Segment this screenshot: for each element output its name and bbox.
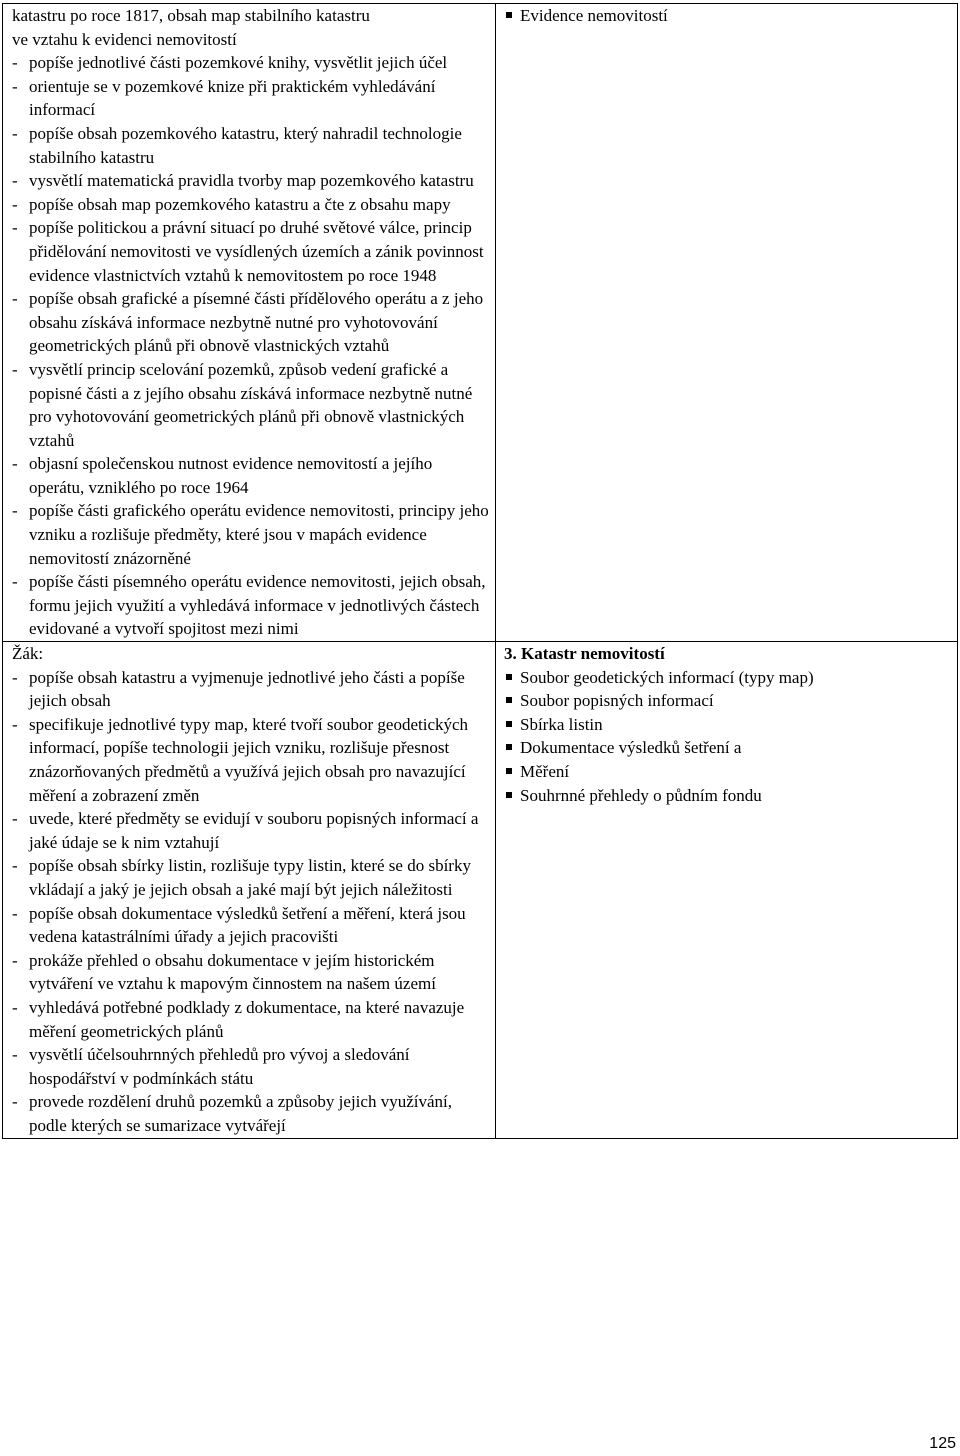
list-item bbox=[504, 689, 953, 713]
list-item bbox=[12, 949, 491, 996]
list-item bbox=[504, 713, 953, 737]
list-item-text: Dokumentace výsledků šetření a bbox=[520, 738, 742, 758]
dash-bullet: - bbox=[12, 667, 18, 687]
list-item-text: vysvětlí účelsouhrnných přehledů pro vývoj a sledování hospodářství v podmínkách státu bbox=[29, 1045, 410, 1088]
page-number: 125 bbox=[929, 1435, 956, 1452]
outcomes-cell-top bbox=[3, 4, 496, 642]
list-item-text: popíše obsah dokumentace výsledků šetření a měření, která jsou vedena katastrálními úřady a jejich pracovišti bbox=[29, 903, 466, 947]
list-item bbox=[12, 666, 491, 713]
list-item-text: popíše obsah map pozemkového katastru a čte z obsahu mapy bbox=[29, 194, 451, 214]
list-item-text: Evidence nemovitostí bbox=[520, 6, 668, 25]
dash-bullet: - bbox=[12, 194, 18, 214]
list-item bbox=[12, 122, 491, 169]
square-bullet-icon bbox=[504, 4, 520, 28]
list-item-text: Souhrnné přehledy o půdním fondu bbox=[520, 785, 762, 805]
dash-bullet: - bbox=[12, 454, 18, 474]
list-item bbox=[12, 713, 491, 807]
dash-bullet: - bbox=[12, 53, 18, 73]
dash-bullet: - bbox=[12, 572, 18, 592]
list-item bbox=[12, 996, 491, 1043]
list-item bbox=[12, 1090, 491, 1137]
list-item-text: popíše politickou a právní situací po druhé světové válce, princip přidělování nemovitosti ve vysídlených územích a zánik povinnost evidence vlastnictvích vztahů k nemovitostem po roce 1948 bbox=[29, 218, 484, 285]
dash-bullet: - bbox=[12, 809, 18, 829]
list-item bbox=[504, 4, 953, 28]
list-item-text: provede rozdělení druhů pozemků a způsoby jejich využívání, podle kterých se sumarizace vytvářejí bbox=[29, 1092, 452, 1135]
curriculum-table bbox=[2, 3, 958, 1139]
continued-text-line: katastru po roce 1817, obsah map stabilního katastru bbox=[12, 6, 370, 25]
dash-bullet: - bbox=[12, 359, 18, 379]
square-bullet-icon bbox=[504, 689, 520, 713]
list-item-text: popíše obsah pozemkového katastru, který nahradil technologie stabilního katastru bbox=[29, 123, 462, 167]
dash-bullet: - bbox=[12, 289, 18, 309]
square-bullet-icon bbox=[504, 666, 520, 690]
list-item bbox=[12, 452, 491, 499]
dash-bullet: - bbox=[12, 950, 18, 970]
dash-bullet: - bbox=[12, 903, 18, 923]
outcomes-cell-bottom bbox=[3, 642, 496, 1138]
list-item bbox=[12, 854, 491, 901]
list-item bbox=[12, 75, 491, 122]
list-item bbox=[12, 499, 491, 570]
list-item-text: popíše obsah katastru a vyjmenuje jednotlivé jeho části a popíše jejich obsah bbox=[29, 667, 465, 711]
list-item-text: vysvětlí matematická pravidla tvorby map pozemkového katastru bbox=[29, 171, 474, 191]
list-item bbox=[12, 570, 491, 641]
dash-bullet: - bbox=[12, 997, 18, 1017]
list-item-text: Sbírka listin bbox=[520, 714, 603, 734]
dash-bullet: - bbox=[12, 1045, 18, 1065]
list-item-text: popíše obsah grafické a písemné části přídělového operátu a z jeho obsahu získává informace nezbytně nutné pro vyhotovování geometrických plánů při obnově vlastnických vztahů bbox=[29, 289, 484, 356]
list-item-text: Soubor popisných informací bbox=[520, 691, 714, 711]
dash-bullet: - bbox=[12, 714, 18, 734]
dash-bullet: - bbox=[12, 856, 18, 876]
dash-bullet: - bbox=[12, 76, 18, 96]
list-item-text: Soubor geodetických informací (typy map) bbox=[520, 667, 814, 687]
table-row bbox=[3, 4, 958, 642]
list-item-text: prokáže přehled o obsahu dokumentace v jejím historickém vytváření ve vztahu k mapovým činnostem na našem území bbox=[29, 950, 436, 994]
table-row bbox=[3, 642, 958, 1138]
list-item-text: Měření bbox=[520, 762, 570, 781]
list-item bbox=[504, 760, 953, 784]
square-bullet-icon bbox=[504, 784, 520, 808]
dash-bullet: - bbox=[12, 171, 18, 191]
list-item bbox=[12, 216, 491, 287]
list-item bbox=[12, 287, 491, 358]
list-item-text: vyhledává potřebné podklady z dokumentace, na které navazuje měření geometrických plánů bbox=[29, 997, 465, 1041]
list-item bbox=[504, 666, 953, 690]
list-item-text: popíše části písemného operátu evidence nemovitosti, jejich obsah, formu jejich využití a vyhledává informace v jednotlivých částech evidované a vytvoří spojitost mezi nimi bbox=[29, 572, 486, 639]
list-item bbox=[12, 169, 491, 193]
list-item-text: popíše části grafického operátu evidence nemovitosti, principy jeho vzniku a rozlišuje předměty, které jsou v mapách evidence nemovitostí znázorněné bbox=[29, 501, 489, 568]
list-item-text: objasní společenskou nutnost evidence nemovitostí a jejího operátu, vzniklého po roce 1964 bbox=[29, 454, 433, 497]
list-item-text: uvede, které předměty se evidují v souboru popisných informací a jaké údaje se k nim vztahují bbox=[29, 809, 479, 852]
content-cell-bottom bbox=[496, 642, 958, 1138]
dash-bullet: - bbox=[12, 123, 18, 143]
list-item-text: orientuje se v pozemkové knize při praktickém vyhledávání informací bbox=[29, 76, 436, 120]
student-heading: Žák: bbox=[12, 644, 44, 664]
list-item bbox=[12, 1043, 491, 1090]
list-item-text: popíše jednotlivé části pozemkové knihy, vysvětlit jejich účel bbox=[29, 53, 448, 73]
content-cell-top bbox=[496, 4, 958, 642]
list-item bbox=[12, 807, 491, 854]
list-item-text: popíše obsah sbírky listin, rozlišuje typy listin, které se do sbírky vkládají a jaký je jejich obsah a jaké mají být jejich náležitosti bbox=[29, 856, 471, 899]
dash-bullet: - bbox=[12, 501, 18, 521]
square-bullet-icon bbox=[504, 713, 520, 737]
list-item bbox=[12, 51, 491, 75]
square-bullet-icon bbox=[504, 736, 520, 760]
list-item bbox=[504, 736, 953, 760]
section-title: 3. Katastr nemovitostí bbox=[504, 644, 665, 664]
list-item bbox=[12, 902, 491, 949]
list-item bbox=[12, 358, 491, 452]
square-bullet-icon bbox=[504, 760, 520, 784]
list-item-text: vysvětlí princip scelování pozemků, způsob vedení grafické a popisné části a z jejího obsahu získává informace nezbytně nutné pro vyhotovování geometrických plánů při obnově vlastnických vztahů bbox=[29, 359, 473, 450]
continued-text-line: ve vztahu k evidenci nemovitostí bbox=[12, 29, 237, 49]
dash-bullet: - bbox=[12, 218, 18, 238]
list-item bbox=[504, 784, 953, 808]
dash-bullet: - bbox=[12, 1092, 18, 1112]
list-item-text: specifikuje jednotlivé typy map, které tvoří soubor geodetických informací, popíše technologii jejich vzniku, rozlišuje přesnost znázorňovaných předmětů a využívá jejich obsah pro navazující měření a zobrazení změn bbox=[29, 714, 469, 805]
list-item bbox=[12, 193, 491, 217]
